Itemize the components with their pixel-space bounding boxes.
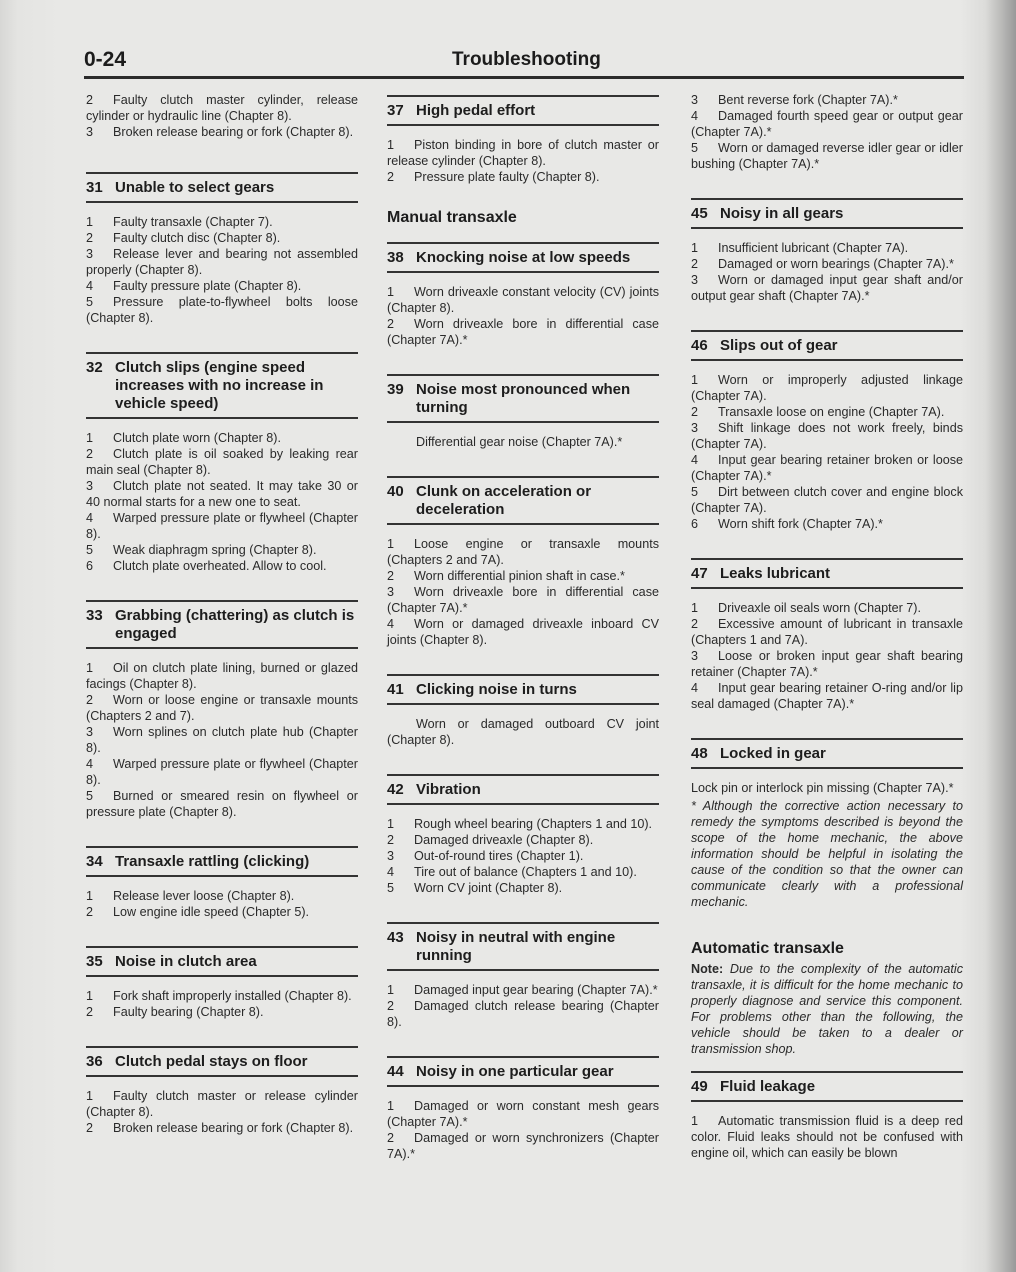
list-item: 4 Input gear bearing retainer broken or loose (Chapter 7A).* [691,453,963,483]
list-item: 5 Worn or damaged reverse idler gear or idler bushing (Chapter 7A).* [691,141,963,171]
list-item: 1 Fork shaft improperly installed (Chapter 8). [86,989,352,1003]
list-item: 2 Faulty bearing (Chapter 8). [86,1005,264,1019]
header-rule [84,76,964,79]
list-item: 3 Shift linkage does not work freely, binds (Chapter 7A). [691,421,963,451]
list-item: 4 Input gear bearing retainer O-ring and/or lip seal damaged (Chapter 7A).* [691,681,963,711]
column-3 [691,92,963,1161]
list-item: 2 Damaged or worn bearings (Chapter 7A).* [691,257,954,271]
column-2 [387,95,659,1162]
list-item: 6 Worn shift fork (Chapter 7A).* [691,517,883,531]
list-item: 4 Worn or damaged driveaxle inboard CV joints (Chapter 8). [387,617,659,647]
section-heading: 47 Leaks lubricant [691,558,963,589]
list-item: 1 Damaged input gear bearing (Chapter 7A).* [387,983,658,997]
section-44 [387,1056,659,1162]
list-item: 6 Clutch plate overheated. Allow to cool. [86,559,327,573]
list-item: 2 Faulty clutch disc (Chapter 8). [86,231,281,245]
list-item: 2 Damaged driveaxle (Chapter 8). [387,833,594,847]
list-item: 3 Worn or damaged input gear shaft and/or output gear shaft (Chapter 7A).* [691,273,963,303]
section-45 [691,198,963,304]
section-heading: 40 Clunk on acceleration or deceleration [387,476,659,525]
continued-items [691,92,963,172]
list-item: Lock pin or interlock pin missing (Chapter 7A).* [691,781,954,795]
list-item: 1 Faulty transaxle (Chapter 7). [86,215,273,229]
footnote: * Although the corrective action necessary to remedy the symptoms described is beyond the scope of the home mechanic, the above information should be helpful in isolating the cause of the condition so that the owner can communicate clearly with a professional mechanic. [691,799,963,909]
section-heading: 44 Noisy in one particular gear [387,1056,659,1087]
section-heading: 36 Clutch pedal stays on floor [86,1046,358,1077]
section-heading: 41 Clicking noise in turns [387,674,659,705]
list-item: 1 Damaged or worn constant mesh gears (Chapter 7A).* [387,1099,659,1129]
list-item: 3 Broken release bearing or fork (Chapter 8). [86,125,354,139]
list-item: 5 Worn CV joint (Chapter 8). [387,881,563,895]
column-1 [86,92,358,1136]
list-item: 5 Burned or smeared resin on flywheel or pressure plate (Chapter 8). [86,789,358,819]
section-49 [691,1071,963,1161]
list-item: 4 Tire out of balance (Chapters 1 and 10). [387,865,637,879]
list-item: 2 Worn driveaxle bore in differential case (Chapter 7A).* [387,317,659,347]
list-item: 2 Damaged clutch release bearing (Chapter 8). [387,999,659,1029]
list-item: 5 Dirt between clutch cover and engine block (Chapter 7A). [691,485,963,515]
list-item: 1 Clutch plate worn (Chapter 8). [86,431,281,445]
group-heading-automatic-transaxle: Automatic transaxle [691,940,844,957]
section-35 [86,946,358,1020]
section-33 [86,600,358,820]
list-item: 1 Faulty clutch master or release cylinder (Chapter 8). [86,1089,358,1119]
section-31 [86,172,358,326]
list-item: 3 Clutch plate not seated. It may take 30 or 40 normal starts for a new one to seat. [86,479,358,509]
list-item: 2 Low engine idle speed (Chapter 5). [86,905,310,919]
section-39 [387,374,659,450]
section-heading: 48 Locked in gear [691,738,963,769]
list-item: 1 Release lever loose (Chapter 8). [86,889,295,903]
section-41 [387,674,659,748]
section-38 [387,242,659,348]
section-42 [387,774,659,896]
section-37 [387,95,659,185]
page-title: Troubleshooting [452,49,601,70]
list-item: 1 Automatic transmission fluid is a deep red color. Fluid leaks should not be confused with engine oil, which can easily be blown [691,1114,963,1160]
section-34 [86,846,358,920]
list-item: 1 Loose engine or transaxle mounts (Chapters 2 and 7A). [387,537,659,567]
list-item: 3 Release lever and bearing not assembled properly (Chapter 8). [86,247,358,277]
note-text: Due to the complexity of the automatic transaxle, it is difficult for the home mechanic to properly diagnose and service this component. For problems other than the following, the vehicle should be taken to a dealer or transmission shop. [691,962,963,1056]
section-46 [691,330,963,532]
list-item: Differential gear noise (Chapter 7A).* [416,435,623,449]
note [691,961,963,1057]
list-item: 4 Faulty pressure plate (Chapter 8). [86,279,302,293]
list-item: 3 Worn driveaxle bore in differential case (Chapter 7A).* [387,585,659,615]
section-heading: 46 Slips out of gear [691,330,963,361]
list-item: 1 Worn or improperly adjusted linkage (Chapter 7A). [691,373,963,403]
section-32 [86,352,358,574]
list-item: 1 Piston binding in bore of clutch master or release cylinder (Chapter 8). [387,138,659,168]
section-heading: 38 Knocking noise at low speeds [387,242,659,273]
section-43 [387,922,659,1030]
list-item: 4 Warped pressure plate or flywheel (Chapter 8). [86,511,358,541]
list-item: 3 Bent reverse fork (Chapter 7A).* [691,93,898,107]
section-heading: 39 Noise most pronounced when turning [387,374,659,423]
list-item: 2 Faulty clutch master cylinder, release cylinder or hydraulic line (Chapter 8). [86,93,358,123]
list-item: 3 Out-of-round tires (Chapter 1). [387,849,584,863]
list-item: 5 Weak diaphragm spring (Chapter 8). [86,543,317,557]
list-item: 1 Driveaxle oil seals worn (Chapter 7). [691,601,921,615]
list-item: 5 Pressure plate-to-flywheel bolts loose (Chapter 8). [86,295,358,325]
list-item: 3 Worn splines on clutch plate hub (Chapter 8). [86,725,358,755]
list-item: 2 Damaged or worn synchronizers (Chapter 7A).* [387,1131,659,1161]
list-item: 2 Clutch plate is oil soaked by leaking rear main seal (Chapter 8). [86,447,358,477]
list-item: 1 Worn driveaxle constant velocity (CV) joints (Chapter 8). [387,285,659,315]
list-item: Worn or damaged outboard CV joint (Chapter 8). [387,717,659,747]
note-label: Note: [691,962,724,976]
section-40 [387,476,659,648]
list-item: 2 Transaxle loose on engine (Chapter 7A). [691,405,945,419]
section-heading: 34 Transaxle rattling (clicking) [86,846,358,877]
section-heading: 37 High pedal effort [387,95,659,126]
list-item: 3 Loose or broken input gear shaft bearing retainer (Chapter 7A).* [691,649,963,679]
section-heading: 33 Grabbing (chattering) as clutch is engaged [86,600,358,649]
section-heading: 31 Unable to select gears [86,172,358,203]
section-heading: 49 Fluid leakage [691,1071,963,1102]
group-heading-manual-transaxle: Manual transaxle [387,209,517,226]
list-item: 2 Excessive amount of lubricant in transaxle (Chapters 1 and 7A). [691,617,963,647]
list-item: 4 Warped pressure plate or flywheel (Chapter 8). [86,757,358,787]
list-item: 1 Rough wheel bearing (Chapters 1 and 10). [387,817,653,831]
list-item: 2 Pressure plate faulty (Chapter 8). [387,170,600,184]
continued-items [86,92,358,140]
list-item: 4 Damaged fourth speed gear or output gear (Chapter 7A).* [691,109,963,139]
list-item: 2 Broken release bearing or fork (Chapter 8). [86,1121,354,1135]
list-item: 2 Worn differential pinion shaft in case.* [387,569,625,583]
page-number: 0-24 [84,48,127,71]
section-36 [86,1046,358,1136]
list-item: 1 Oil on clutch plate lining, burned or glazed facings (Chapter 8). [86,661,358,691]
section-heading: 35 Noise in clutch area [86,946,358,977]
section-47 [691,558,963,712]
list-item: 2 Worn or loose engine or transaxle mounts (Chapters 2 and 7). [86,693,358,723]
section-heading: 43 Noisy in neutral with engine running [387,922,659,971]
section-heading: 42 Vibration [387,774,659,805]
section-heading: 45 Noisy in all gears [691,198,963,229]
list-item: 1 Insufficient lubricant (Chapter 7A). [691,241,909,255]
section-heading: 32 Clutch slips (engine speed increases with no increase in vehicle speed) [86,352,358,419]
section-48 [691,738,963,910]
page-header [84,48,964,76]
